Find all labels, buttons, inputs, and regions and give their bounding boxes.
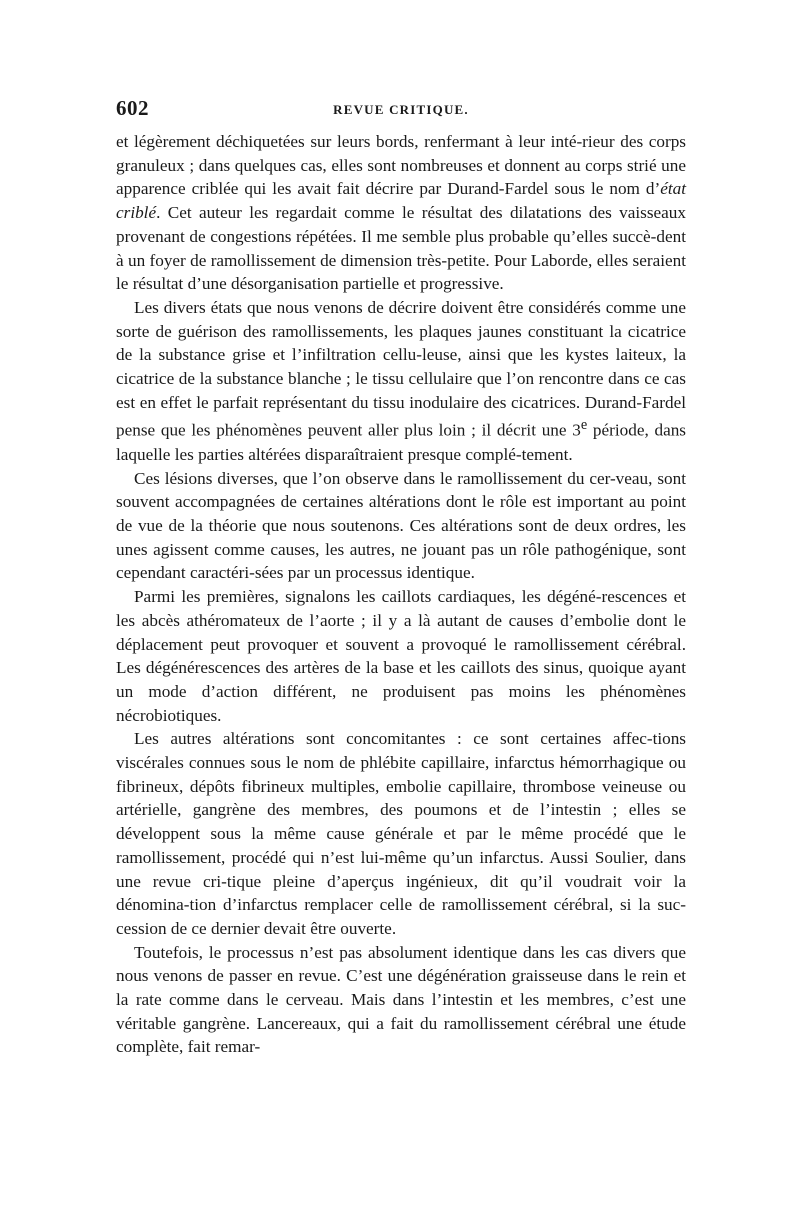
text-run: Parmi les premières, signalons les caillots cardiaques, les dégéné-rescences et les abcès athéromateux de l’aorte ; il y a là autant de causes d’embolie dont le déplacement peut provoquer et souvent a provoqué le ramollissement cérébral. Les dégénérescences des artères de la base et les caillots des sinus, quoique ayant un mode d’action différent, ne produisent pas moins les phénomènes nécrobiotiques.: [116, 587, 686, 725]
text-run: Les divers états que nous venons de décrire doivent être considérés comme une sorte de guérison des ramollissements, les plaques jaunes constituant la cicatrice de la substance grise et l’infiltration cellu-leuse, ainsi que les kystes laiteux, la cicatrice de la substance blanche ; le tissu cellulaire que l’on rencontre dans ce cas est en effet le parfait représentant du tissu inodulaire des cicatrices. Durand-Fardel pense que les phénomènes peuvent aller plus loin ; il décrit une 3: [116, 297, 686, 441]
text-run: . Cet auteur les regardait comme le résultat des dilatations des vaisseaux provenant de congestions répétées. Il me semble plus probable qu’elles succè-dent à un foyer de ramollissement de dimension très-petite. Pour Laborde, elles seraient le résultat d’une désorganisation partielle et progressive.: [116, 203, 686, 294]
paragraph: [116, 727, 686, 940]
page-number: 602: [116, 96, 149, 120]
running-title: REVUE CRITIQUE.: [333, 102, 469, 117]
page-header: [116, 96, 686, 120]
paragraph: [116, 941, 686, 1060]
paragraph: [116, 585, 686, 727]
text-run: Ces lésions diverses, que l’on observe dans le ramollissement du cer-veau, sont souvent accompagnées de certaines altérations dont le rôle est important au point de vue de la théorie que nous soutenons. Ces altérations sont de deux ordres, les unes agissent comme causes, les autres, ne jouant pas un rôle pathogénique, sont cependant caractéri-sées par un processus identique.: [116, 468, 686, 583]
italic-term: état criblé: [116, 179, 686, 223]
text-run: Les autres altérations sont concomitantes : ce sont certaines affec-tions viscérales connues sous le nom de phlébite capillaire, infarctus hémorrhagique ou fibrineux, dépôts fibrineux multiples, embolie capillaire, thrombose veineuse ou artérielle, gangrène des membres, des poumons et de l’intestin ; elles se développent sous la même cause générale et par le même procédé que le ramollissement, procédé qui n’est lui-même qu’un infarctus. Aussi Soulier, dans une revue cri-tique pleine d’aperçus ingénieux, dit qu’il voudrait voir la dénomina-tion d’infarctus remplacer celle de ramollissement cérébral, si la suc-cession de ce dernier devait être ouverte.: [116, 729, 686, 938]
paragraph: [116, 467, 686, 586]
text-run: et légèrement déchiquetées sur leurs bords, renfermant à leur inté-rieur des corps granuleux ; dans quelques cas, elles sont nombreuses et donnent au corps strié une apparence criblée qui les avait fait décrire par Durand-Fardel sous le nom d’: [116, 132, 686, 199]
superscript: e: [580, 417, 588, 434]
text-run: période, dans laquelle les parties altérées disparaîtraient presque complé-tement.: [116, 421, 686, 464]
paragraph: [116, 130, 686, 296]
paragraph: [116, 296, 686, 467]
text-run: Toutefois, le processus n’est pas absolument identique dans les cas divers que nous venons de passer en revue. C’est une dégénération graisseuse dans le rein et la rate comme dans le cerveau. Mais dans l’intestin et les membres, c’est une véritable gangrène. Lancereaux, qui a fait du ramollissement cérébral une étude complète, fait remar-: [116, 942, 686, 1057]
body-text: [116, 130, 686, 1059]
